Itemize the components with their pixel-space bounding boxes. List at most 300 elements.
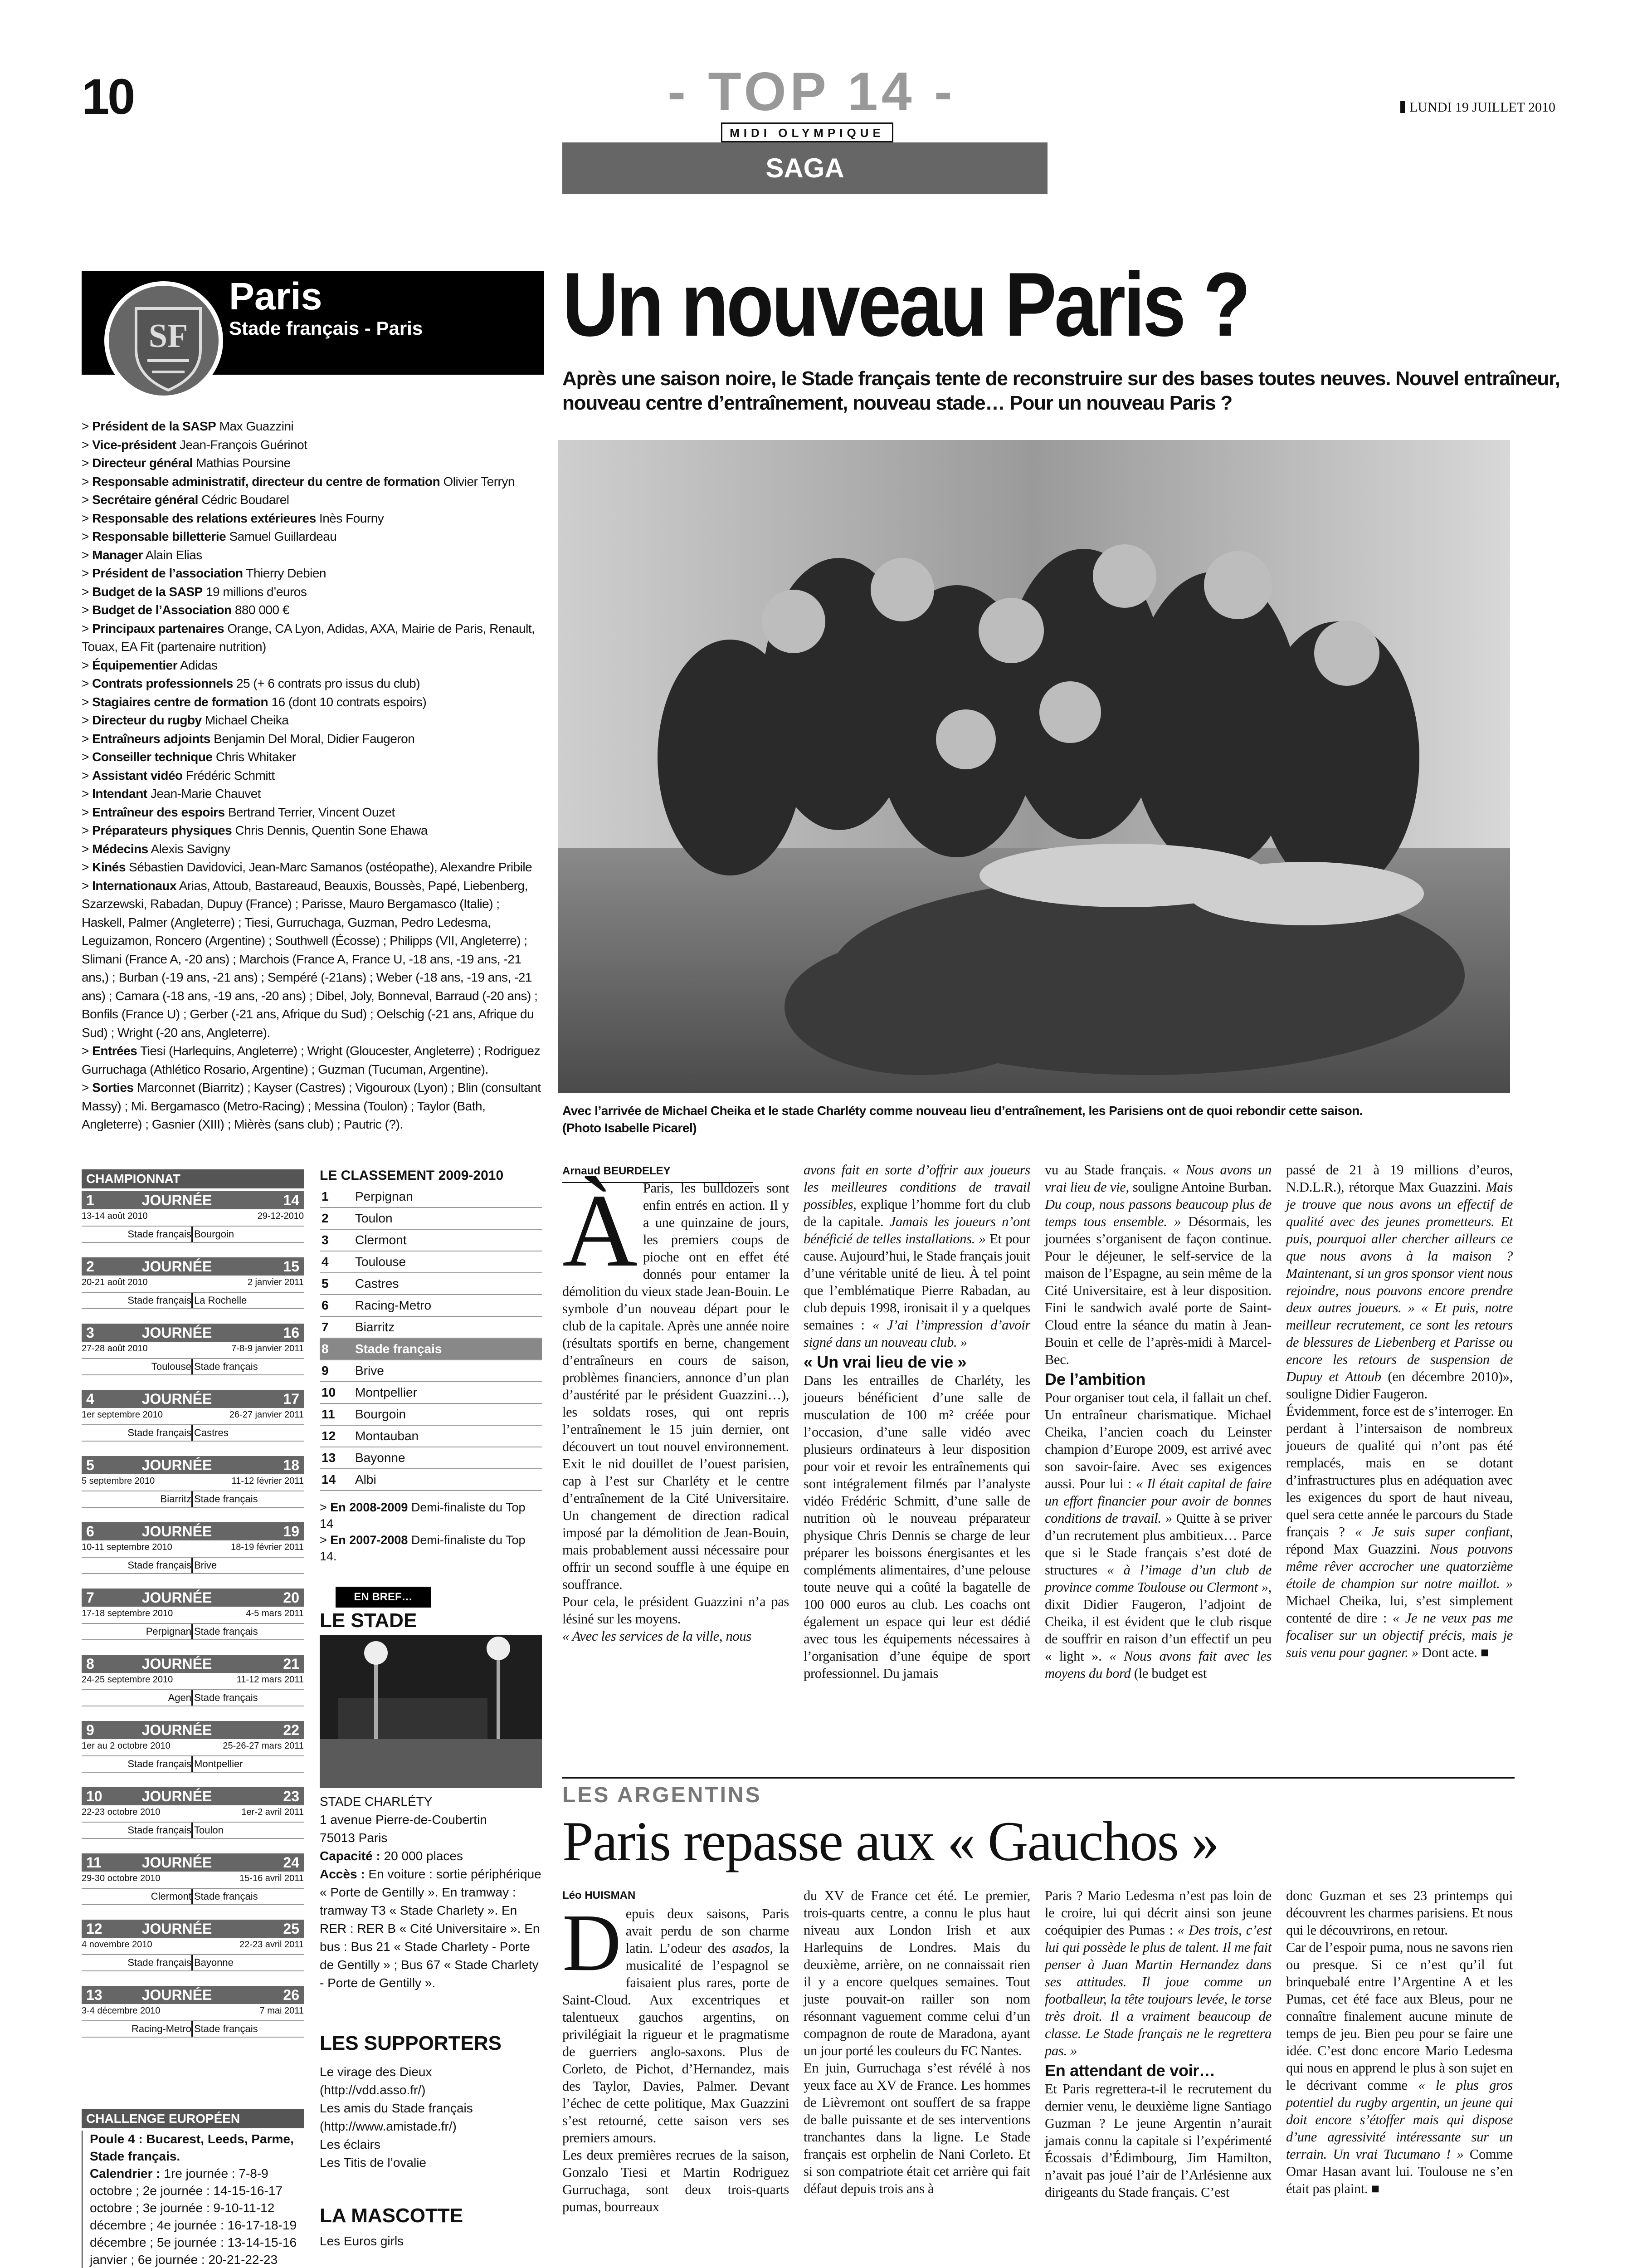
round-label: JOURNÉE xyxy=(141,1258,212,1275)
fixture-separator xyxy=(191,1889,193,1904)
stadium-info xyxy=(320,1793,542,1992)
away-team: Stade français xyxy=(194,1361,258,1372)
article-quote: « Il était capital de faire un effort financier pour avoir de bonnes conditions de travail. » xyxy=(1045,1476,1272,1526)
section-divider xyxy=(562,1777,1515,1779)
standings-row xyxy=(320,1186,542,1208)
article-quote: Nous pouvons même rêver accrocher une quatorzième étoile de champion sur notre maillot. » xyxy=(1286,1541,1513,1591)
photo-credit: (Photo Isabelle Picarel) xyxy=(562,1121,697,1135)
standings-table xyxy=(320,1186,542,1491)
roster-entry: > Directeur général Mathias Poursine xyxy=(82,456,291,470)
article-text: souligne Antoine Burban. xyxy=(1129,1179,1272,1195)
stadium-address-2: 75013 Paris xyxy=(320,1831,388,1845)
article-text: epuis deux saisons, Paris avait perdu de son charme latin. L’odeur des xyxy=(625,1906,789,1956)
roster-value: Thierry Debien xyxy=(246,566,326,580)
round-block xyxy=(82,1321,304,1387)
away-team: Bayonne xyxy=(194,1957,234,1968)
roster-value: 25 (+ 6 contrats pro issus du club) xyxy=(236,676,420,690)
return-date: 29-12-2010 xyxy=(257,1211,304,1221)
round-number: 7 xyxy=(86,1589,94,1606)
home-team: Stade français xyxy=(127,1824,191,1836)
drop-cap: D xyxy=(562,1897,621,1988)
roster-role: Intendant xyxy=(92,787,147,801)
fixture-separator xyxy=(191,1558,193,1573)
article-text: répond Max Guazzini. xyxy=(1286,1541,1430,1557)
return-round-number: 25 xyxy=(283,1921,299,1937)
roster-value: Sébastien Davidovici, Jean-Marc Samanos (ostéopathe), Alexandre Pribile xyxy=(129,860,532,874)
rank: 5 xyxy=(322,1276,329,1290)
roster-entry: > Préparateurs physiques Chris Dennis, Quentin Sone Ehawa xyxy=(82,823,428,837)
article2-title: Paris repasse aux « Gauchos » xyxy=(562,1810,1218,1872)
return-date: 25-26-27 mars 2011 xyxy=(223,1741,304,1751)
fixture-separator xyxy=(191,1491,193,1507)
standings-row xyxy=(320,1426,542,1447)
team-name: Toulon xyxy=(355,1211,393,1225)
round-date: 24-25 septembre 2010 xyxy=(82,1675,173,1685)
away-team: Bourgoin xyxy=(194,1228,234,1240)
roster-value: Marconnet (Biarritz) ; Kayser (Castres) ; Vigouroux (Lyon) ; Blin (consultant Massy) ; Mi. Bergamasco (Metro-Racing) ; Messina (Toulon) ; Taylor (Bath, Angleterre) ; Gasnier (XIII) ; Mièrès (sans club) ; Pautric (?). xyxy=(82,1080,541,1131)
mascot-title: LA MASCOTTE xyxy=(320,2204,463,2227)
fixture-row xyxy=(82,1954,304,1971)
club-roster xyxy=(82,417,544,1134)
home-team: Stade français xyxy=(127,1295,191,1306)
calendar-label: Calendrier : xyxy=(90,2166,161,2180)
article-text: Paris, les bulldozers sont enfin entrés en action. Il y a une quinzaine de jours, les premiers coups de pioche ont en effet été donnés pour entamer la démolition du vieux stade Jean-Bouin. Le symbole d’un nouveau départ pour le club de la capitale. Après une année noire (résultats sportifs en berne, changement d’entraîneurs en cours de saison, problèmes financiers, annonce d’un plan d’austérité par le président Guazzini…), les soldats roses, qui ont repris l’entraînement le 15 juin dernier, ont découvert un tout nouvel environnement. Exit le nid douillet de l’ouest parisien, cap à l’est sur Charléty et le centre d’entraînement de la Cité Universitaire. Un changement de direction radical imposé par la démolition de Jean-Bouin, mais probablement aussi nécessaire pour offrir un second souffle à une équipe en souffrance. xyxy=(562,1180,789,1592)
article-quote: avons fait en sorte d’offrir aux joueurs les meilleures conditions de travail possibles, xyxy=(804,1162,1030,1212)
roster-role: Président de l’association xyxy=(92,566,243,580)
club-name: Paris xyxy=(229,275,322,318)
rubric-label: SAGA xyxy=(562,142,1048,194)
fixture-row xyxy=(82,1226,304,1243)
team-name: Montauban xyxy=(355,1429,419,1443)
article2-column-1 xyxy=(562,1897,789,2215)
roster-entry: > Kinés Sébastien Davidovici, Jean-Marc Samanos (ostéopathe), Alexandre Pribile xyxy=(82,860,532,874)
article-text: Dont acte. ■ xyxy=(1418,1645,1489,1660)
fixture-row xyxy=(82,1358,304,1375)
team-name: Stade français xyxy=(355,1342,442,1356)
article2-column-3 xyxy=(1045,1887,1272,2201)
fixture-row xyxy=(82,1822,304,1839)
round-date: 4 novembre 2010 xyxy=(82,1940,152,1950)
return-date: 18-19 février 2011 xyxy=(231,1542,304,1552)
club-logo xyxy=(104,281,223,400)
home-team: Racing-Metro xyxy=(131,2023,191,2034)
roster-value: Olivier Terryn xyxy=(443,474,515,489)
article-quote: Jamais les joueurs n’ont bénéficié de telles installations. » xyxy=(804,1214,1030,1246)
article-column-2 xyxy=(804,1161,1030,1682)
roster-role: Directeur général xyxy=(92,456,193,470)
standings-notes xyxy=(320,1499,542,1564)
challenge-calendar: 1re journée : 7-8-9 octobre ; 2e journée : 14-15-16-17 octobre ; 3e journée : 9-10-11-12 décembre ; 4e journée : 16-17-18-19 décembre ; 5e journée : 13-14-15-16 janvier ; 6e journée : 20-21-22-23 xyxy=(90,2166,297,2267)
return-round-number: 26 xyxy=(283,1987,299,2003)
roster-value: 880 000 € xyxy=(234,603,289,617)
home-team: Clermont xyxy=(151,1891,191,1902)
roster-role: Médecins xyxy=(92,841,148,856)
rank: 3 xyxy=(322,1233,329,1247)
note-result: Demi-finaliste du Top 14. xyxy=(320,1533,526,1563)
home-team: Biarritz xyxy=(160,1493,191,1505)
round-block xyxy=(82,1520,304,1586)
note-season: En 2008-2009 xyxy=(330,1501,408,1514)
roster-value: Cédric Boudarel xyxy=(201,493,289,507)
club-subtitle: Stade français - Paris xyxy=(229,318,423,339)
return-date: 1er-2 avril 2011 xyxy=(241,1807,304,1817)
round-label: JOURNÉE xyxy=(141,1391,212,1407)
roster-role: Contrats professionnels xyxy=(92,676,233,690)
fixture-separator xyxy=(191,1823,193,1838)
team-name: Toulouse xyxy=(355,1255,406,1269)
roster-role: Responsable billetterie xyxy=(92,529,226,543)
team-name: Brive xyxy=(355,1364,384,1378)
round-label: JOURNÉE xyxy=(141,1788,212,1804)
round-label: JOURNÉE xyxy=(141,1523,212,1540)
article-quote: Mais je trouve que nous avons un effectif de qualité avec des jeunes prometteurs. Et puis, pourquoi aller chercher ailleurs ce que nous avons à la maison ? Maintenant, si un gros sponsor vient nous rejoindre, nous pouvons encore prendre deux autres joueurs. » « Et puis, notre meilleur recrutement, ce sont les retours de blessures de Liebenberg et Parisse ou encore les retours de suspension de Dupuy et Attoub xyxy=(1286,1179,1513,1384)
roster-entry: > Médecins Alexis Savigny xyxy=(82,841,230,856)
roster-value: Samuel Guillardeau xyxy=(229,529,337,543)
en-bref-tag: EN BREF… xyxy=(336,1587,431,1608)
article-text: explique l’homme fort du club de la capitale. xyxy=(804,1197,1030,1229)
round-label: JOURNÉE xyxy=(141,1722,212,1738)
article-text: Car de l’espoir puma, nous ne savons rien ou presque. Si ce n’est qu’il fut brinquebalé entre l’Argentine A et les Pumas, cet été face aux Bleus, pour ne connaître finalement aucune minute de temps de jeu. Bien peu pour se faire une idée. C’est donc encore Mario Ledesma qui nous en apprend le plus à son sujet en le décrivant comme xyxy=(1286,1940,1513,2093)
home-team: Stade français xyxy=(127,1957,191,1968)
article-byline: Arnaud BEURDELEY xyxy=(562,1165,753,1183)
round-number: 11 xyxy=(86,1854,102,1871)
round-bar xyxy=(82,1920,304,1938)
article-text: Évidemment, force est de s’interroger. En perdant à l’intersaison de nombreux joueurs de qualité qui n’ont pas été remplacés, mais en se dotant d’infrastructures plus en adéquation avec les exigences du sport de haut niveau, quel sera cette année le parcours du Stade français ? xyxy=(1286,1403,1513,1540)
roster-role: Conseiller technique xyxy=(92,750,213,764)
supporter-item: Les éclairs xyxy=(320,2137,380,2151)
home-team: Stade français xyxy=(127,1758,191,1769)
article2-column-2 xyxy=(804,1887,1030,2197)
round-block xyxy=(82,1851,304,1917)
roster-entry: > Stagiaires centre de formation 16 (dont 10 contrats espoirs) xyxy=(82,694,427,709)
challenge-poule: Poule 4 : Bucarest, Leeds, Parme, Stade français. xyxy=(90,2132,294,2163)
round-block xyxy=(82,1586,304,1652)
article-text: vu au Stade français. xyxy=(1045,1162,1173,1178)
standings-note: > En 2007-2008 Demi-finaliste du Top 14. xyxy=(320,1533,526,1563)
round-label: JOURNÉE xyxy=(141,1192,212,1208)
roster-value: Bertrand Terrier, Vincent Ouzet xyxy=(228,805,395,819)
access-label: Accès : xyxy=(320,1867,365,1881)
article-quote: Du coup, nous passons beaucoup plus de temps tous ensemble. » xyxy=(1045,1197,1272,1229)
article-text: Les deux premières recrues de la saison, Gonzalo Tiesi et Martin Rodriguez Gurruchaga, sont deux trois-quarts pumas, bourreaux xyxy=(562,2147,789,2214)
away-team: Montpellier xyxy=(194,1758,243,1769)
scrum-photo xyxy=(558,440,1510,1093)
stadium-address-1: 1 avenue Pierre-de-Coubertin xyxy=(320,1813,487,1827)
return-round-number: 17 xyxy=(283,1391,299,1407)
roster-entry: > Intendant Jean-Marie Chauvet xyxy=(82,787,261,801)
article-text: Et Paris regrettera-t-il le recrutement du dernier venu, le deuxième ligne Santiago Guzman ? Le jeune Argentin n’aurait jamais connu la capitale si l’expérimenté Écossais d’Édimbourg, Jim Hamilton, n’avait pas joué l’air de l’Arlésienne aux dirigeants du Stade français. C’est xyxy=(1045,2081,1272,2200)
round-date: 29-30 octobre 2010 xyxy=(82,1873,161,1883)
round-bar xyxy=(82,1986,304,2004)
rank: 6 xyxy=(322,1298,329,1312)
rank: 8 xyxy=(322,1342,329,1356)
round-number: 8 xyxy=(86,1656,94,1672)
article2-column-4 xyxy=(1286,1887,1513,2197)
home-team: Stade français xyxy=(127,1427,191,1438)
stadium-photo xyxy=(320,1635,542,1788)
rank: 9 xyxy=(322,1364,329,1378)
team-name: Castres xyxy=(355,1276,399,1290)
roster-role: Internationaux xyxy=(92,878,177,893)
article2-byline: Léo HUISMAN xyxy=(562,1889,636,1901)
roster-value: Frédéric Schmitt xyxy=(185,768,275,782)
roster-role: Président de la SASP xyxy=(92,419,216,433)
round-bar xyxy=(82,1456,304,1474)
standings-row xyxy=(320,1251,542,1273)
fixture-row xyxy=(82,2020,304,2038)
round-label: JOURNÉE xyxy=(141,1987,212,2003)
rank: 2 xyxy=(322,1211,329,1225)
rank: 7 xyxy=(322,1320,329,1334)
article-quote: « Des trois, c’est lui qui possède le plus de talent. Il me fait penser à Juan Martin Hernandez dans ses attitudes. Il joue comme un footballeur, la tête toujours levée, le torse très droit. Il a vraiment beaucoup de classe. Le Stade français ne le regrettera pas. » xyxy=(1045,1922,1272,2058)
round-bar xyxy=(82,1522,304,1540)
roster-role: Secrétaire général xyxy=(92,493,198,507)
return-round-number: 15 xyxy=(283,1258,299,1275)
roster-entry: > Entraîneur des espoirs Bertrand Terrier, Vincent Ouzet xyxy=(82,805,395,819)
return-date: 7 mai 2011 xyxy=(259,2006,304,2016)
challenge-header xyxy=(82,2109,304,2128)
roster-value: Chris Whitaker xyxy=(215,750,296,764)
team-name: Clermont xyxy=(355,1233,407,1247)
article-subheading: « Un vrai lieu de vie » xyxy=(804,1353,967,1371)
round-number: 5 xyxy=(86,1457,94,1473)
mascot-text: Les Euros girls xyxy=(320,2234,404,2248)
fixture-row xyxy=(82,1623,304,1640)
supporter-item: Les amis du Stade français xyxy=(320,2101,473,2115)
note-season: En 2007-2008 xyxy=(330,1533,408,1547)
roster-value: Jean-François Guérinot xyxy=(179,437,307,452)
roster-role: Entraîneurs adjoints xyxy=(92,731,210,746)
standings-row xyxy=(320,1469,542,1491)
rank: 14 xyxy=(322,1472,336,1486)
fixture-separator xyxy=(191,1690,193,1706)
round-date: 22-23 octobre 2010 xyxy=(82,1807,161,1817)
fixture-row xyxy=(82,1292,304,1309)
return-date: 11-12 mars 2011 xyxy=(236,1675,304,1685)
photo-caption xyxy=(562,1102,1515,1137)
round-bar xyxy=(82,1721,304,1739)
roster-value: Jean-Marie Chauvet xyxy=(150,787,261,801)
article-text: donc Guzman et ses 23 printemps qui découvrent les charmes parisiens. Et nous qui le découvrirons, en retour. xyxy=(1286,1888,1513,1938)
roster-entry: > Internationaux Arias, Attoub, Bastareaud, Beauxis, Boussès, Papé, Liebenberg, Szarzewski, Rabadan, Dupuy (France) ; Parisse, Mauro Bergamasco (Italie) ; Haskell, Palmer (Angleterre) ; Tiesi, Gurruchaga, Guzman, Pedro Ledesma, Leguizamon, Roncero (Argentine) ; Southwell (Écosse) ; Philipps (VII, Angleterre) ; Slimani (France A, -20 ans) ; Marchois (France A, France U, -18 ans, -19 ans, -21 ans,) ; Burban (-19 ans, -21 ans) ; Sempéré (-21ans) ; Weber (-18 ans, -19 ans, -21 ans) ; Camara (-18 ans, -19 ans, -20 ans) ; Dibel, Joly, Bonneval, Barraud (-20 ans) ; Bonfils (France U) ; Gerber (-21 ans, Afrique du Sud) ; Oelschig (-21 ans, Afrique du Sud) ; Wright (-20 ans, Angleterre). xyxy=(82,878,538,1040)
roster-entry: > Président de la SASP Max Guazzini xyxy=(82,419,294,433)
roster-role: Préparateurs physiques xyxy=(92,823,232,837)
standings-row xyxy=(320,1360,542,1382)
return-round-number: 14 xyxy=(283,1192,299,1208)
round-label: JOURNÉE xyxy=(141,1921,212,1937)
article-text: passé de 21 à 19 millions d’euros, N.D.L.R.), rétorque Max Guazzini. xyxy=(1286,1162,1513,1195)
fixture-separator xyxy=(191,2021,193,2037)
article-text: dixit Didier Faugeron, l’adjoint de Cheika, il est évident que le club risque de souffrir en raison d’un effectif un peu « light ». xyxy=(1045,1597,1272,1664)
standings-row xyxy=(320,1317,542,1339)
article-text: Michael Cheika, lui, s’est simplement contenté de dire : xyxy=(1286,1593,1513,1626)
return-date: 15-16 avril 2011 xyxy=(239,1873,304,1883)
round-block xyxy=(82,1255,304,1321)
round-date: 27-28 août 2010 xyxy=(82,1344,148,1354)
rank: 13 xyxy=(322,1451,336,1465)
standings-row xyxy=(320,1230,542,1251)
round-bar xyxy=(82,1787,304,1805)
rank: 12 xyxy=(322,1429,336,1443)
roster-value: Alexis Savigny xyxy=(151,841,230,856)
roster-value: Max Guazzini xyxy=(219,419,294,433)
drop-cap: À xyxy=(562,1173,638,1288)
round-bar xyxy=(82,1324,304,1342)
round-date: 3-4 décembre 2010 xyxy=(82,2006,161,2016)
article-quote: « le plus gros potentiel du rugby argentin, un jeune qui doit encore s’étoffer mais qui dispose d’une agressivité intéressante sur un terrain. Un vrai Tucumano ! » xyxy=(1286,2077,1513,2162)
challenge-body xyxy=(82,2131,304,2268)
headline: Un nouveau Paris ? xyxy=(562,254,1248,355)
roster-role: Assistant vidéo xyxy=(92,768,183,782)
article-text: En juin, Gurruchaga s’est révélé à nos yeux face au XV de France. Les hommes de Lièvremont ont souffert de sa frappe de balle puissante et de ses interventions tranchantes dans la ligne. Le Stade français est orphelin de Nani Corleto. Et si son compatriote était cet arrière qui fait défaut depuis trois ans à xyxy=(804,2060,1030,2196)
capacity-value: 20 000 places xyxy=(384,1849,463,1863)
return-round-number: 16 xyxy=(283,1325,299,1341)
roster-value: Tiesi (Harlequins, Angleterre) ; Wright (Gloucester, Angleterre) ; Rodriguez Gurruchaga (Athlético Rosario, Argentine) ; Guzman (Tucuman, Argentine). xyxy=(82,1044,540,1076)
standings-row xyxy=(320,1382,542,1404)
article-quote: « J’ai l’impression d’avoir signé dans un nouveau club. » xyxy=(804,1317,1030,1350)
standings-note: > En 2008-2009 Demi-finaliste du Top 14 xyxy=(320,1501,526,1530)
home-team: Perpignan xyxy=(146,1626,191,1637)
stadium-name: STADE CHARLÉTY xyxy=(320,1794,433,1809)
round-label: JOURNÉE xyxy=(141,1656,212,1672)
round-number: 4 xyxy=(86,1391,94,1407)
return-date: 22-23 avril 2011 xyxy=(239,1940,304,1950)
article-text: Pour organiser tout cela, il fallait un chef. Un entraîneur charismatique. Michael Cheika, l’ancien coach du Leinster champion d’Europe 2009, est arrivé avec son savoir-faire. Avec ses exigences aussi. Pour lui : xyxy=(1045,1390,1272,1491)
roster-entry: > Assistant vidéo Frédéric Schmitt xyxy=(82,768,275,782)
return-date: 11-12 février 2011 xyxy=(231,1476,304,1486)
round-number: 13 xyxy=(86,1987,102,2003)
roster-role: Directeur du rugby xyxy=(92,713,202,727)
standings-row xyxy=(320,1339,542,1360)
round-block xyxy=(82,1387,304,1453)
fixture-separator xyxy=(191,1293,193,1308)
away-team: Stade français xyxy=(194,1493,258,1505)
round-date: 1er septembre 2010 xyxy=(82,1410,163,1420)
roster-entry: > Contrats professionnels 25 (+ 6 contrats pro issus du club) xyxy=(82,676,420,690)
section-title: - TOP 14 - xyxy=(668,61,956,122)
away-team: Stade français xyxy=(194,1891,258,1902)
round-bar xyxy=(82,1390,304,1408)
round-bar xyxy=(82,1589,304,1607)
fixture-separator xyxy=(191,1756,193,1772)
roster-entry: > Entrées Tiesi (Harlequins, Angleterre) ; Wright (Gloucester, Angleterre) ; Rodriguez Gurruchaga (Athlético Rosario, Argentine) ; Guzman (Tucuman, Argentine). xyxy=(82,1044,540,1076)
roster-role: Entraîneur des espoirs xyxy=(92,805,225,819)
article-column-3 xyxy=(1045,1161,1272,1682)
article-quote: « Nous avons fait avec les moyens du bord xyxy=(1045,1648,1272,1681)
roster-value: Arias, Attoub, Bastareaud, Beauxis, Boussès, Papé, Liebenberg, Szarzewski, Rabadan, Dupuy (France) ; Parisse, Mauro Bergamasco (Italie) ; Haskell, Palmer (Angleterre) ; Tiesi, Gurruchaga, Guzman, Pedro Ledesma, Leguizamon, Roncero (Argentine) ; Southwell (Écosse) ; Philipps (VII, Angleterre) ; Slimani (France A, -20 ans) ; Marchois (France A, France U, -18 ans, -19 ans, -21 ans,) ; Burban (-19 ans, -21 ans) ; Sempéré (-21ans) ; Weber (-18 ans, -19 ans, -21 ans) ; Camara (-18 ans, -19 ans, -20 ans) ; Dibel, Joly, Bonneval, Barraud (-20 ans) ; Bonfils (France U) ; Gerber (-21 ans, Afrique du Sud) ; Oelschig (-21 ans, Afrique du Sud) ; Wright (-20 ans, Angleterre). xyxy=(82,878,538,1040)
round-block xyxy=(82,1718,304,1784)
championship-title: CHAMPIONNAT xyxy=(82,1169,304,1188)
away-team: Stade français xyxy=(194,2023,258,2034)
caption-text: Avec l’arrivée de Michael Cheika et le stade Charléty comme nouveau lieu d’entraînement, les Parisiens ont de quoi rebondir cette saison. xyxy=(562,1104,1363,1118)
article-quote: « Je suis super confiant, xyxy=(1355,1524,1513,1540)
away-team: Castres xyxy=(194,1427,229,1438)
roster-role: Budget de l’Association xyxy=(92,603,232,617)
round-number: 6 xyxy=(86,1523,94,1540)
supporter-item: Les Titis de l’ovalie xyxy=(320,2156,427,2170)
round-bar xyxy=(82,1655,304,1673)
return-round-number: 21 xyxy=(283,1656,299,1672)
page-number: 10 xyxy=(82,69,134,125)
roster-role: Entrées xyxy=(92,1044,137,1058)
return-date: 2 janvier 2011 xyxy=(247,1277,304,1287)
roster-entry: > Responsable billetterie Samuel Guillardeau xyxy=(82,529,337,543)
roster-value: Inès Fourny xyxy=(319,511,384,525)
article2-kicker: LES ARGENTINS xyxy=(562,1783,762,1807)
article-text: Dans les entrailles de Charléty, les joueurs bénéficient d’une salle de musculation de 100 m² créée pour l’occasion, d’une salle vidéo avec plusieurs ordinateurs à leur disposition pour voir et revoir les entraînements qui sont intégralement filmés par l’analyste vidéo Frédéric Schmitt, d’une salle de nutrition où le nouveau préparateur physique Chris Dennis se charge de leur préparer les boissons énergisantes et les compléments alimentaires, d’une pelouse toute neuve qui a coûté la bagatelle de 100 000 euros au club. Les coachs ont également un espace qui leur est dédié avec tous les équipements nécessaires à l’organisation d’une équipe de sport professionnel. Du jamais xyxy=(804,1373,1030,1681)
home-team: Stade français xyxy=(127,1559,191,1571)
article-quote: « Avec les services de la ville, nous xyxy=(562,1628,751,1644)
team-name: Racing-Metro xyxy=(355,1298,432,1312)
article-quote: « à l’image d’un club de province comme Toulouse ou Clermont », xyxy=(1045,1562,1272,1595)
roster-value: Orange, CA Lyon, Adidas, AXA, Mairie de Paris, Renault, Touax, EA Fit (partenaire nutrition) xyxy=(82,621,535,654)
fixture-separator xyxy=(191,1624,193,1639)
roster-value: 16 (dont 10 contrats espoirs) xyxy=(271,694,427,709)
return-round-number: 23 xyxy=(283,1788,299,1804)
return-round-number: 20 xyxy=(283,1589,299,1606)
return-date: 4-5 mars 2011 xyxy=(246,1608,304,1618)
roster-entry: > Sorties Marconnet (Biarritz) ; Kayser (Castres) ; Vigouroux (Lyon) ; Blin (consultant Massy) ; Mi. Bergamasco (Metro-Racing) ; Messina (Toulon) ; Taylor (Bath, Angleterre) ; Gasnier (XIII) ; Mièrès (sans club) ; Pautric (?). xyxy=(82,1080,541,1131)
round-date: 20-21 août 2010 xyxy=(82,1277,148,1287)
round-block xyxy=(82,1453,304,1520)
round-label: JOURNÉE xyxy=(141,1457,212,1473)
supporter-item: Le virage des Dieux xyxy=(320,2065,432,2079)
standings-row xyxy=(320,1295,542,1317)
article-text: du XV de France cet été. Le premier, trois-quarts centre, a connu le plus haut niveau aux London Irish et aux Harlequins de Londres. Mais du deuxième, arrière, on ne connaissait rien il y a encore quelques semaines. Tout juste pouvait-on railler son nom résonnant vaguement comme celui d’un compagnon de route de Maradona, ayant un jour porté les couleurs du FC Nantes. xyxy=(804,1888,1030,2058)
article-text: (le budget est xyxy=(1130,1666,1207,1681)
rank: 10 xyxy=(322,1385,336,1399)
away-team: Stade français xyxy=(194,1626,258,1637)
roster-role: Responsable administratif, directeur du centre de formation xyxy=(92,474,440,489)
article-text: Désormais, les journées s’organisent de façon continue. Pour le déjeuner, le self-service de la maison de l’Espagne, au sein même de la Cité Universitaire, est à leur disposition. Fini le sandwich avalé porte de Saint-Cloud entre la séance du matin à Jean-Bouin et celle de l’après-midi à Marcel-Bec. xyxy=(1045,1214,1272,1367)
fixture-row xyxy=(82,1491,304,1508)
standings-row xyxy=(320,1273,542,1295)
article-text: Comme Omar Hasan avant lui. Toulouse ne s’en était pas plaint. ■ xyxy=(1286,2146,1513,2196)
standings-row xyxy=(320,1404,542,1426)
round-bar xyxy=(82,1257,304,1276)
round-date: 5 septembre 2010 xyxy=(82,1476,155,1486)
rank: 1 xyxy=(322,1189,329,1203)
roster-role: Équipementier xyxy=(92,658,178,672)
article-quote: « Nous avons un vrai lieu de vie, xyxy=(1045,1162,1272,1195)
home-team: Stade français xyxy=(127,1228,191,1240)
standings-row xyxy=(320,1208,542,1230)
article-text: la musicalité de l’espagnol se faisaient plus rares, porte de Saint-Cloud. Aux excentriques et talentueux gauchos argentins, on privilégiait la rigueur et le pragmatisme de guerriers anglo-saxons. Plus de Corleto, de Pichot, d’Hernandez, mais des Taylor, Davies, Palmer. Devant l’échec de cette politique, Max Guazzini s’est retourné, cette saison vers ses premiers amours. xyxy=(562,1941,789,2146)
roster-value: Michael Cheika xyxy=(205,713,289,727)
championship-calendar xyxy=(82,1169,304,2049)
fixture-separator xyxy=(191,1955,193,1970)
challenge-title: CHALLENGE EUROPÉEN xyxy=(82,2109,304,2128)
team-name: Biarritz xyxy=(355,1320,395,1334)
roster-entry: > Vice-président Jean-François Guérinot xyxy=(82,437,307,452)
article-text: Quitte à se priver d’un recrutement plus ambitieux… Parce que si le Stade français s’est doté de structures xyxy=(1045,1510,1272,1578)
article-quote: « Je ne veux pas me focaliser sur un objectif précis, mais je suis venu pour gagner. » xyxy=(1286,1610,1513,1660)
article-column-4 xyxy=(1286,1161,1513,1661)
standings-title: LE CLASSEMENT 2009-2010 xyxy=(320,1168,504,1183)
away-team: Toulon xyxy=(194,1824,224,1836)
roster-entry: > Responsable des relations extérieures Inès Fourny xyxy=(82,511,384,525)
round-block xyxy=(82,1983,304,2049)
fixture-row xyxy=(82,1888,304,1905)
round-label: JOURNÉE xyxy=(141,1589,212,1606)
roster-value: 19 millions d’euros xyxy=(205,584,307,599)
team-name: Perpignan xyxy=(355,1189,413,1203)
article-subheading: De l’ambition xyxy=(1045,1370,1146,1388)
roster-value: Adidas xyxy=(180,658,218,672)
roster-entry: > Président de l’association Thierry Debien xyxy=(82,566,326,580)
stadium-title: LE STADE xyxy=(320,1609,417,1632)
away-team: Stade français xyxy=(194,1692,258,1703)
